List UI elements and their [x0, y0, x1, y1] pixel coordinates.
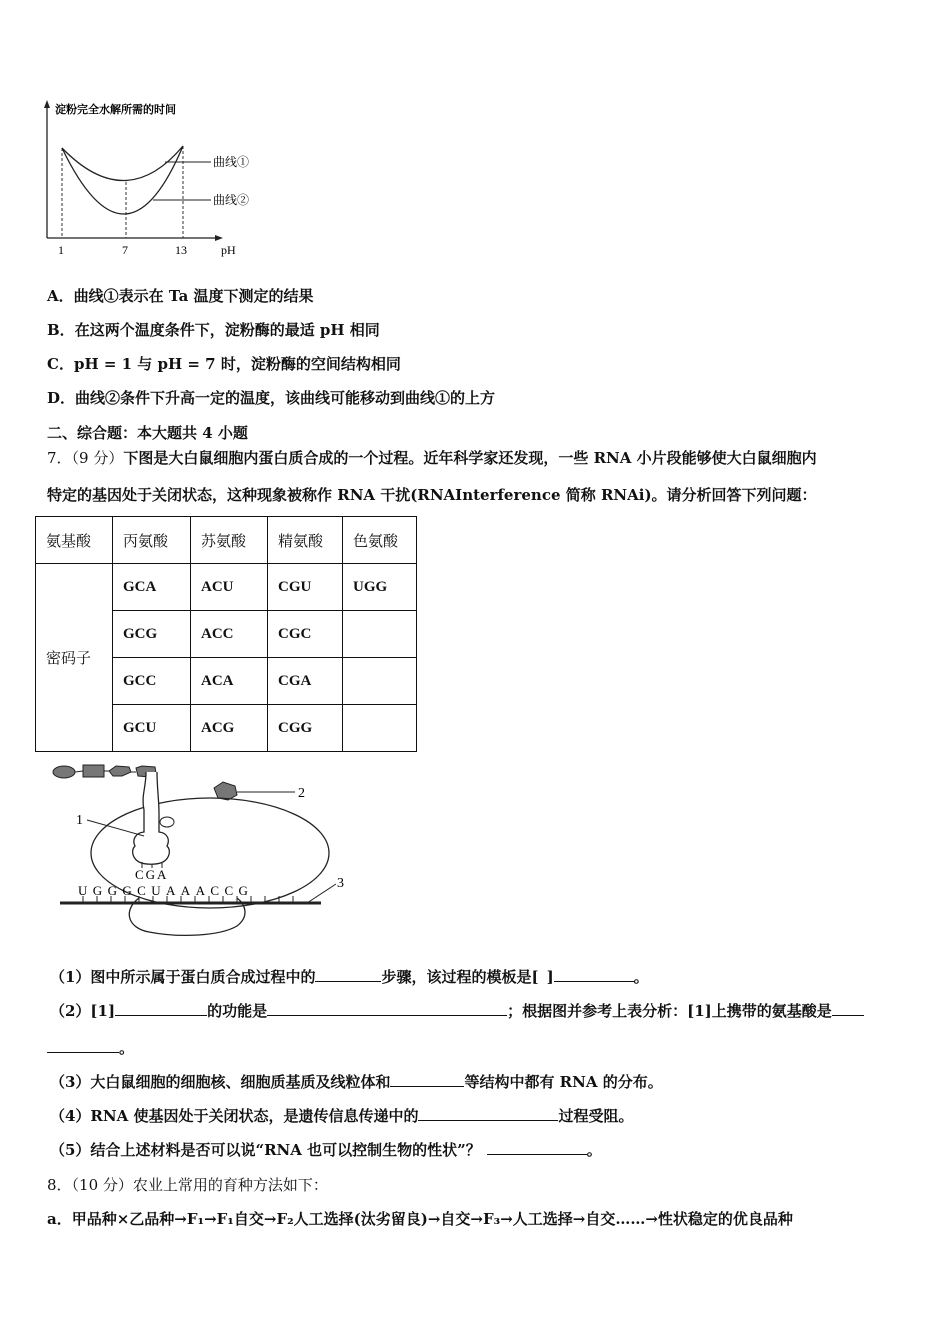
codon-cell: CGG [268, 705, 343, 752]
codon-cell: CGC [268, 611, 343, 658]
option-c [47, 354, 401, 374]
tick-13: 13 [175, 243, 187, 257]
codon-cell [343, 705, 417, 752]
codon-cell: ACA [191, 658, 268, 705]
option-d [47, 388, 495, 408]
label-3-leader [307, 884, 336, 903]
q7-sub3 [50, 1072, 663, 1092]
q7-sub1 [50, 967, 649, 987]
q7-score: （9 分） [71, 449, 124, 467]
q8-a-label: a． [47, 1210, 72, 1228]
codon-cell [343, 611, 417, 658]
q7-sub2-b: 的功能是 [207, 1002, 268, 1020]
label-1-leader [87, 820, 144, 836]
label-2: 2 [298, 786, 305, 801]
q7-sub2-cont [47, 1038, 134, 1058]
label-3: 3 [337, 876, 344, 891]
row-label-codon: 密码子 [36, 564, 113, 752]
ph-time-graph [35, 96, 265, 261]
codon-cell: GCG [113, 611, 191, 658]
codon-cell: GCU [113, 705, 191, 752]
q7-sub5 [50, 1140, 602, 1160]
codon-cell: CGU [268, 564, 343, 611]
option-b-text: 在这两个温度条件下，淀粉酶的最适 pH 相同 [74, 321, 380, 339]
q8-method-a [47, 1209, 793, 1229]
answer-blank[interactable] [115, 1001, 207, 1016]
answer-blank[interactable] [554, 967, 634, 982]
option-a-text: 曲线①表示在 Ta 温度下测定的结果 [73, 287, 314, 305]
header-amino-acid: 氨基酸 [36, 517, 113, 564]
q7-sub5-a: （5）结合上述材料是否可以说“RNA 也可以控制生物的性状”？ [50, 1141, 481, 1159]
q7-sub2 [50, 1001, 864, 1021]
tick-1: 1 [58, 243, 64, 257]
codon-cell: UGG [343, 564, 417, 611]
answer-blank[interactable] [315, 967, 381, 982]
q7-number: 7． [47, 449, 72, 467]
x-axis-label: pH [221, 243, 236, 257]
section-heading: 二、综合题：本大题共 4 小题 [47, 424, 248, 442]
amino-acid-shape [83, 765, 104, 777]
q7-sub4-a: （4）RNA 使基因处于关闭状态，是遗传信息传递中的 [50, 1107, 419, 1125]
answer-blank[interactable] [832, 1001, 864, 1016]
codon-cell: ACC [191, 611, 268, 658]
answer-blank[interactable] [487, 1140, 587, 1155]
curve-1 [62, 146, 183, 181]
x-axis-arrow [215, 235, 223, 241]
header-tryptophan: 色氨酸 [343, 517, 417, 564]
option-b [47, 320, 380, 340]
y-axis-label: 淀粉完全水解所需的时间 [55, 104, 176, 116]
answer-blank[interactable] [47, 1038, 119, 1053]
q8-number: 8． [47, 1176, 72, 1194]
q8-stem [47, 1175, 328, 1195]
q7-stem-line-2: 特定的基因处于关闭状态，这种现象被称作 RNA 干扰(RNAInterference 简称 RNAi)。请分析回答下列问题： [47, 486, 817, 504]
q8-score: （10 分） [71, 1176, 133, 1194]
y-axis-arrow [44, 100, 50, 108]
amino-acid-shape [53, 766, 75, 778]
q7-sub4-b: 过程受阻。 [558, 1107, 634, 1125]
q7-sub2-c: ；根据图并参考上表分析：[1]上携带的氨基酸是 [507, 1002, 832, 1020]
option-b-letter: B． [47, 321, 75, 339]
tick-7: 7 [122, 243, 128, 257]
anticodon-letters: CGA [135, 867, 169, 882]
amino-acid-shape [109, 766, 131, 776]
option-c-letter: C． [47, 355, 74, 373]
answer-blank[interactable] [267, 1001, 507, 1016]
curve-1-label: 曲线① [213, 155, 250, 169]
q7-sub1-a: （1）图中所示属于蛋白质合成过程中的 [50, 968, 316, 986]
label-1: 1 [76, 813, 83, 828]
q7-sub1-b: 步骤，该过程的模板是[ [381, 968, 539, 986]
q7-sub5-b: 。 [586, 1141, 602, 1159]
option-a [47, 286, 314, 306]
q7-stem-line-1 [47, 448, 817, 468]
q7-sub2-d: 。 [119, 1039, 135, 1057]
free-amino-acid [214, 782, 237, 800]
table-row [36, 564, 417, 611]
curve-2-label: 曲线② [213, 193, 250, 207]
q7-sub3-b: 等结构中都有 RNA 的分布。 [464, 1073, 663, 1091]
q7-sub2-a: （2）[1] [50, 1002, 116, 1020]
codon-cell [343, 658, 417, 705]
q8-stem-text: 农业上常用的育种方法如下： [132, 1176, 328, 1194]
q7-sub1-d: 。 [633, 968, 649, 986]
header-arginine: 精氨酸 [268, 517, 343, 564]
answer-blank[interactable] [390, 1072, 464, 1087]
option-d-text: 曲线②条件下升高一定的温度，该曲线可能移动到曲线①的上方 [75, 389, 496, 407]
peptide-bond [75, 771, 83, 772]
mrna-bases: UGGGCUAAACCG [78, 883, 254, 898]
option-a-letter: A． [47, 287, 74, 305]
codon-cell: CGA [268, 658, 343, 705]
header-alanine: 丙氨酸 [113, 517, 191, 564]
codon-table [35, 516, 417, 752]
q8-a-text: 甲品种×乙品种→F₁→F₁自交→F₂人工选择(汰劣留良)→自交→F₃→人工选择→自交……→性状稳定的优良品种 [71, 1210, 793, 1228]
answer-blank[interactable] [418, 1106, 558, 1121]
q7-sub1-c: ] [546, 968, 554, 986]
header-threonine: 苏氨酸 [191, 517, 268, 564]
translation-diagram [45, 758, 365, 940]
codon-cell: GCA [113, 564, 191, 611]
option-d-letter: D． [47, 389, 76, 407]
q7-sub4 [50, 1106, 634, 1126]
option-c-text: pH = 1 与 pH = 7 时，淀粉酶的空间结构相同 [73, 355, 401, 373]
table-header-row [36, 517, 417, 564]
codon-cell: ACU [191, 564, 268, 611]
codon-cell: ACG [191, 705, 268, 752]
codon-cell: GCC [113, 658, 191, 705]
trna-right-loop [160, 817, 174, 827]
q7-stem-1: 下图是大白鼠细胞内蛋白质合成的一个过程。近年科学家还发现，一些 RNA 小片段能够使大白鼠细胞内 [123, 449, 817, 467]
q7-sub3-a: （3）大白鼠细胞的细胞核、细胞质基质及线粒体和 [50, 1073, 391, 1091]
